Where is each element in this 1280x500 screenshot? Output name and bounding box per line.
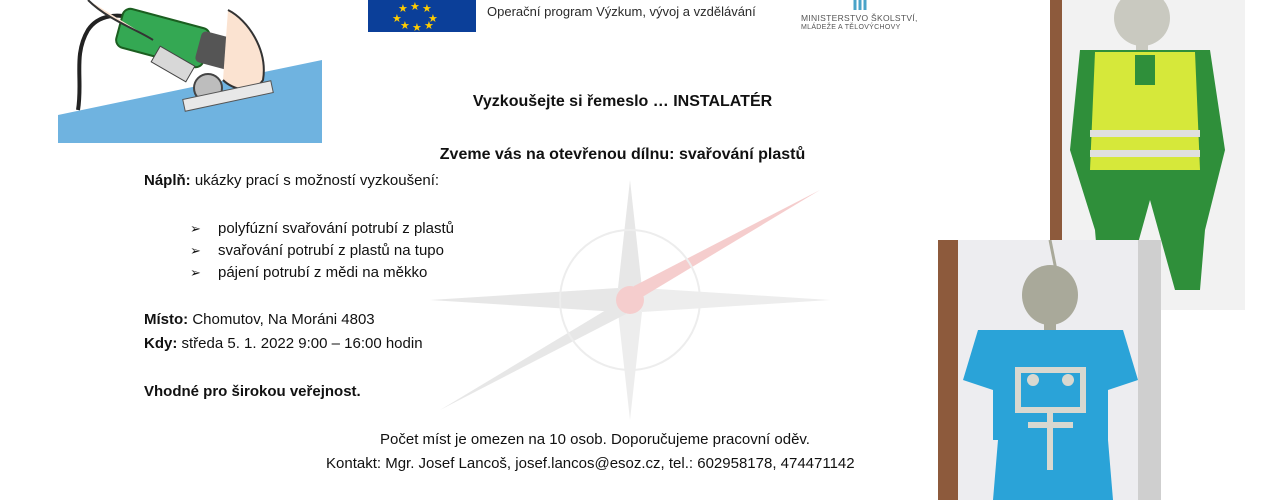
- svg-text:★: ★: [392, 12, 402, 25]
- welding-illustration: [58, 0, 322, 143]
- capacity-note: Počet míst je omezen na 10 osob. Doporučujeme pracovní oděv.: [380, 431, 810, 448]
- svg-text:★: ★: [398, 2, 408, 15]
- list-item: [190, 242, 444, 260]
- list-item: [190, 264, 427, 282]
- svg-text:★: ★: [410, 0, 420, 13]
- invite-subtitle: Zveme vás na otevřenou dílnu: svařování plastů: [439, 146, 806, 163]
- ministry-text: [801, 13, 918, 33]
- svg-text:★: ★: [400, 19, 410, 32]
- eu-program-text: Operační program Výzkum, vývoj a vzdělávání: [487, 4, 756, 19]
- svg-text:★: ★: [428, 12, 438, 25]
- time-label: Kdy:: [144, 335, 178, 352]
- mannequin-tshirt-photo: [938, 240, 1161, 500]
- list-item: [190, 220, 454, 238]
- eu-flag-logo: [368, 0, 476, 32]
- arrow-right-outline-icon: ➢: [190, 243, 201, 258]
- place-line: [144, 311, 375, 329]
- ministry-line-2: MLÁDEŽE A TĚLOVÝCHOVY: [801, 24, 901, 31]
- arrow-right-outline-icon: ➢: [190, 265, 201, 280]
- content-label: Náplň:: [144, 172, 191, 189]
- place-label: Místo:: [144, 311, 189, 328]
- invite-title: Vyzkoušejte si řemeslo … INSTALATÉR: [472, 93, 773, 110]
- svg-text:★: ★: [422, 2, 432, 15]
- time-line: [144, 335, 423, 353]
- time-value: středa 5. 1. 2022 9:00 – 16:00 hodin: [177, 335, 423, 352]
- content-line: [144, 172, 439, 190]
- content-text: ukázky prací s možností vyzkoušení:: [190, 172, 440, 189]
- audience-note: Vhodné pro širokou veřejnost.: [144, 383, 361, 400]
- svg-text:★: ★: [424, 19, 434, 32]
- compass-rose-icon: [300, 170, 940, 430]
- arrow-right-outline-icon: ➢: [190, 221, 201, 236]
- list-item-text: polyfúzní svařování potrubí z plastů: [218, 220, 454, 237]
- svg-text:★: ★: [412, 21, 422, 32]
- list-item-text: svařování potrubí z plastů na tupo: [218, 242, 444, 259]
- list-item-text: pájení potrubí z mědi na měkko: [218, 264, 428, 281]
- place-value: Chomutov, Na Moráni 4803: [188, 311, 375, 328]
- ministry-line-1: MINISTERSTVO ŠKOLSTVÍ,: [801, 13, 918, 23]
- contact-line: Kontakt: Mgr. Josef Lancoš, josef.lancos@esoz.cz, tel.: 602958178, 474471142: [326, 455, 855, 472]
